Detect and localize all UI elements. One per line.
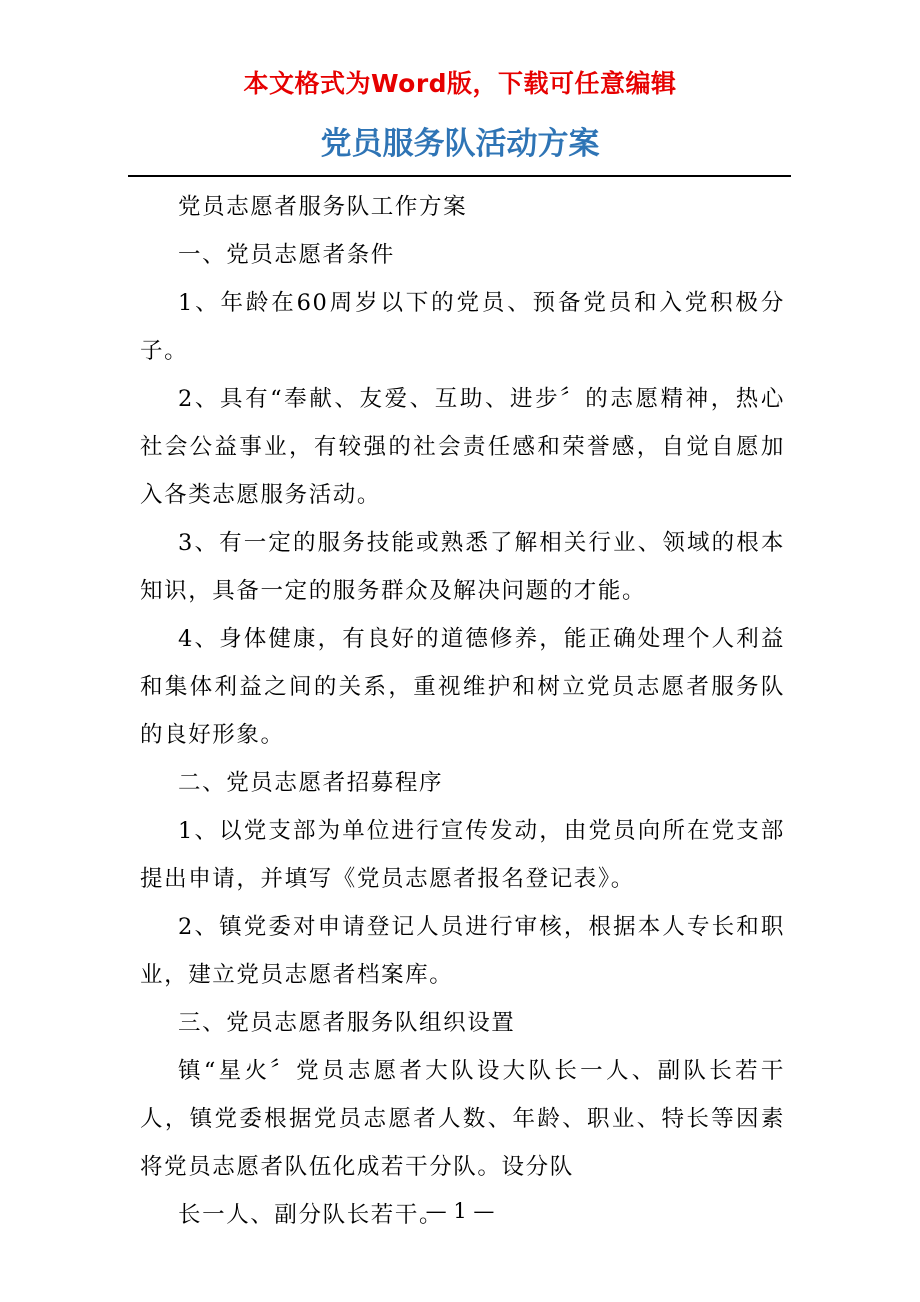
paragraph: 党员志愿者服务队工作方案	[178, 194, 468, 220]
paragraph: 2、具有“奉献、友爱、互助、进步〞的志愿精神，热心社会公益事业，有较强的社会责任感和荣誉感，自觉自愿加入各类志愿服务活动。	[140, 386, 785, 508]
paragraph: 二、党员志愿者招募程序	[178, 770, 444, 796]
document-body	[140, 183, 785, 1239]
paragraph: 2、镇党委对申请登记人员进行审核，根据本人专长和职业，建立党员志愿者档案库。	[140, 914, 785, 988]
paragraph: 一、党员志愿者条件	[178, 242, 395, 268]
paragraph: 1、以党支部为单位进行宣传发动，由党员向所在党支部提出申请，并填写《党员志愿者报名登记表》。	[140, 818, 785, 892]
paragraph: 长一人、副分队长若干。	[178, 1202, 444, 1228]
document-title: 党员服务队活动方案	[320, 126, 600, 162]
format-banner: 本文格式为Word版，下载可任意编辑	[243, 69, 677, 98]
paragraph: 三、党员志愿者服务队组织设置	[178, 1010, 516, 1036]
paragraph: 4、身体健康，有良好的道德修养，能正确处理个人利益和集体利益之间的关系，重视维护和树立党员志愿者服务队的良好形象。	[140, 626, 785, 748]
title-divider	[128, 175, 791, 177]
page-number: — 1 —	[425, 1199, 495, 1223]
paragraph: 1、年龄在60周岁以下的党员、预备党员和入党积极分子。	[140, 290, 785, 364]
paragraph: 3、有一定的服务技能或熟悉了解相关行业、领域的根本知识，具备一定的服务群众及解决问题的才能。	[140, 530, 785, 604]
paragraph: 镇“星火〞党员志愿者大队设大队长一人、副队长若干人，镇党委根据党员志愿者人数、年龄、职业、特长等因素将党员志愿者队伍化成若干分队。设分队	[140, 1058, 785, 1180]
